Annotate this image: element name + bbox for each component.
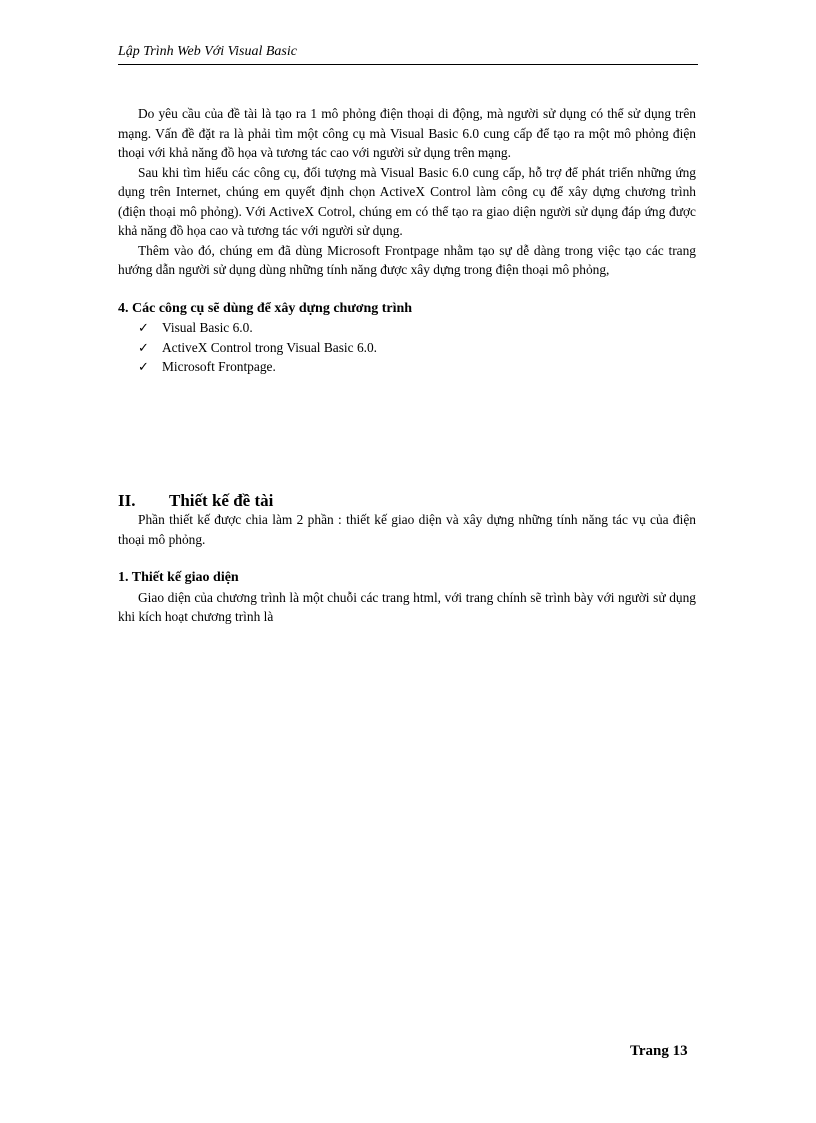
checkmark-icon: ✓: [138, 339, 149, 355]
page-number: Trang 13: [630, 1043, 688, 1059]
section-ii-title: Thiết kế đề tài: [169, 490, 274, 510]
spacer: [118, 280, 696, 299]
section-ii-paragraph: Phần thiết kế được chia làm 2 phần : thiết kế giao diện và xây dựng những tính năng tác vụ của điện thoại mô phỏng.: [118, 512, 696, 547]
list-item: [138, 318, 696, 338]
list-item-label: Visual Basic 6.0.: [162, 320, 253, 335]
intro-paragraph-3: Thêm vào đó, chúng em đã dùng Microsoft Frontpage nhằm tạo sự dễ dàng trong việc tạo các trang hướng dẫn người sử dụng dùng những tính năng được xây dựng trong điện thoại mô phỏng,: [118, 242, 696, 277]
header-title: Lập Trình Web Với Visual Basic: [118, 44, 297, 59]
section-4-heading: 4. Các công cụ sẽ dùng để xây dựng chương trình: [118, 300, 413, 316]
checkmark-icon: ✓: [138, 359, 149, 374]
section-ii-heading: [118, 491, 696, 511]
list-item-label: Microsoft Frontpage.: [162, 359, 276, 374]
subsection-1-paragraph: Giao diện của chương trình là một chuỗi các trang html, với trang chính sẽ trình bày với người sử dụng khi kích hoạt chương trình là: [118, 589, 696, 624]
subsection-1-heading: 1. Thiết kế giao diện: [118, 570, 239, 585]
tools-list: [118, 318, 696, 377]
section-ii-number: II.: [118, 490, 136, 510]
page-content: [118, 104, 696, 627]
list-item-label: ActiveX Control trong Visual Basic 6.0.: [162, 339, 378, 355]
spacer: [118, 377, 696, 491]
list-item: [138, 357, 696, 377]
intro-paragraph-1: Do yêu cầu của đề tài là tạo ra 1 mô phỏng điện thoại di động, mà người sử dụng có thể sử dụng trên mạng. Vấn đề đặt ra là phải tìm một công cụ mà Visual Basic 6.0 cung cấp để tạo ra một mô phỏng điện thoại với khả năng đồ họa và tương tác cao với người sử dụng trên mạng.: [118, 106, 696, 160]
page-header: [118, 42, 698, 65]
spacer: [118, 549, 696, 568]
intro-paragraph-2: Sau khi tìm hiểu các công cụ, đối tượng mà Visual Basic 6.0 cung cấp, hỗ trợ để phát triển những ứng dụng trên Internet, chúng em quyết định chọn ActiveX Control làm công cụ để xây dựng chương trình (điện thoại mô phỏng). Với ActiveX Cotrol, chúng em có thể tạo ra giao diện người sử dụng đáp ứng được khả năng đồ họa cao và tương tác với người sử dụng.: [118, 164, 696, 238]
checkmark-icon: ✓: [138, 320, 149, 335]
list-item: [138, 338, 696, 358]
